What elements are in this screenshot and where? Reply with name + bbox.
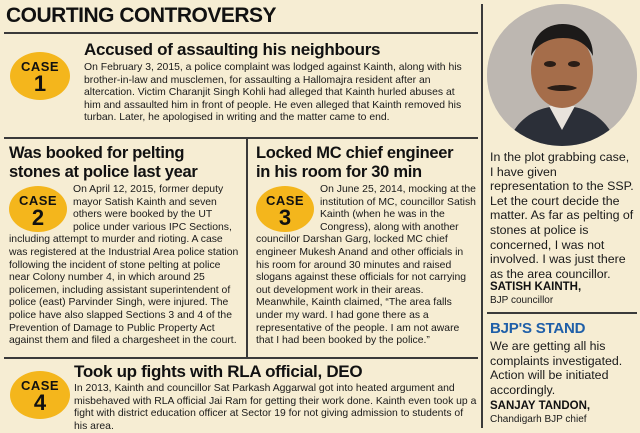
- case-2-body-block: [9, 184, 242, 348]
- case-3-heading: [256, 144, 478, 182]
- case-3-body: On June 25, 2014, mocking at the institution of MC, councillor Satish Kainth (when he was in the Congress), along with another councillor Darshan Garg, locked MC chief engineer Mukesh Anand and other officials in his room for around 30 minutes and raised slogans against these officials for not carrying out development work in their areas. Meanwhile, Kainth claimed, “The area falls under my ward. I had gone there as a representative of the people. I am not aware that I had been booked by the police.”: [256, 184, 476, 347]
- case-2-heading: [9, 144, 245, 182]
- case-1-heading: Accused of assaulting his neighbours: [84, 40, 381, 59]
- divider-stand: [487, 312, 637, 314]
- case-label: CASE: [20, 378, 60, 393]
- case-3-body-block: [256, 184, 478, 348]
- case-3-heading-line-2: in his room for 30 min: [256, 163, 422, 181]
- divider-case2-case3: [246, 139, 248, 357]
- case-number: 4: [33, 390, 47, 415]
- quote-attribution-name: SATISH KAINTH,: [490, 281, 582, 293]
- case-label: CASE: [265, 193, 305, 208]
- portrait-photo: [487, 4, 637, 146]
- case-3-heading-line-1: Locked MC chief engineer: [256, 144, 454, 162]
- case-2-body: On April 12, 2015, former deputy mayor Satish Kainth and seven others were booked by the UT police under various IPC Sections, including attempt to murder and rioting. A case was registered at the Industrial Area police station following the incident of stone pelting at police near Colony number 4, in which around 25 policemen, including assistant superintendent of police (east) Parvinder Singh, were injured. The police have also slapped Sections 3 and 4 of the Prevention of Damage to Public Property Act against them and filed a chargesheet in the court.: [9, 184, 239, 347]
- case-1-badge: [10, 52, 70, 100]
- portrait-illustration: [487, 4, 637, 146]
- case-number: 1: [33, 71, 47, 96]
- case-2-heading-line-1: Was booked for pelting: [9, 144, 185, 162]
- quote-attribution-role: BJP councillor: [490, 295, 554, 306]
- case-4-badge: [10, 371, 70, 419]
- divider-case4-top: [4, 357, 478, 359]
- case-2-heading-line-2: stones at police last year: [9, 163, 198, 181]
- case-label: CASE: [18, 193, 58, 208]
- kainth-quote: In the plot grabbing case, I have given representation to the SSP. Let the court decide the matter. As far as pelting of stones at police is concerned, I was not involved. I was just there as the area councillor.: [490, 150, 634, 281]
- case-2-badge: [9, 186, 67, 232]
- stand-attribution-name: SANJAY TANDON,: [490, 400, 591, 412]
- case-4-body: In 2013, Kainth and councillor Sat Parkash Aggarwal got into heated argument and misbehaved with RLA official Jai Ram for getting their work done. Kainth even took up a fight with district education officer at Sector 19 for not giving admission to students of his area.: [74, 383, 477, 432]
- bjp-stand-text: We are getting all his complaints investigated. Action will be initiated accordingly.: [490, 339, 623, 397]
- case-number: 3: [278, 205, 292, 230]
- case-label: CASE: [20, 59, 60, 74]
- case-4-heading: Took up fights with RLA official, DEO: [74, 362, 363, 381]
- bjp-stand-title: BJP'S STAND: [490, 320, 586, 337]
- divider-sidebar: [481, 4, 483, 428]
- case-number: 2: [31, 205, 45, 230]
- page-title: COURTING CONTROVERSY: [6, 4, 277, 27]
- divider-top: [4, 32, 478, 34]
- stand-attribution-role: Chandigarh BJP chief: [490, 414, 587, 425]
- case-1-body: On February 3, 2015, a police complaint was lodged against Kainth, along with his brother-in-law and musclemen, for assaulting a Hallomajra resident after an altercation. Victim Charanjit Singh Kohli had alleged that Kainth hurled abuses at him and assaulted him in front of people. He even alleged that Kainth removed his turban. Later, he apologised in writing and the matter came to end.: [84, 62, 462, 124]
- divider-case1-bottom: [4, 137, 478, 139]
- case-3-badge: [256, 186, 314, 232]
